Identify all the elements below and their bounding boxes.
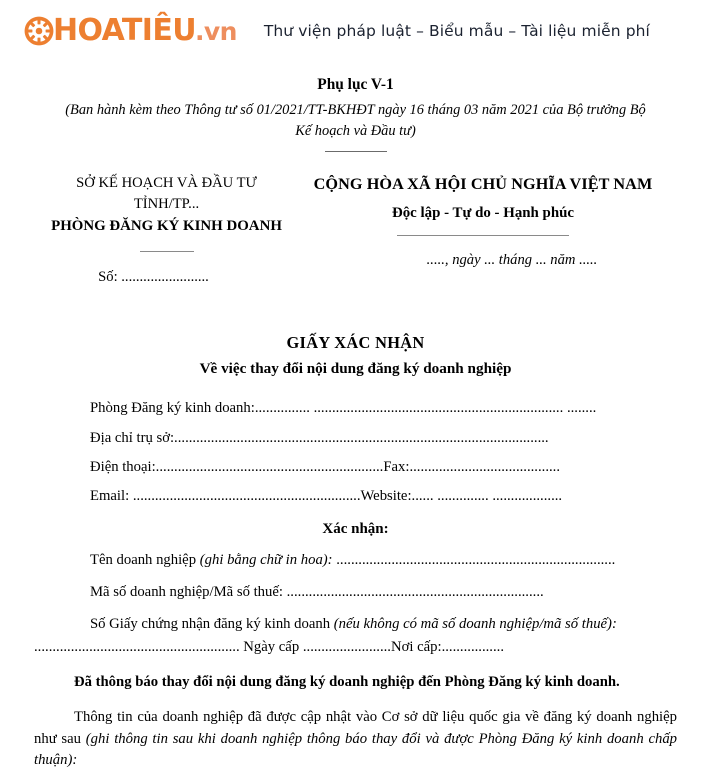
authority-divider — [140, 251, 194, 252]
business-registration-office: PHÒNG ĐĂNG KÝ KINH DOANH — [51, 217, 282, 234]
certificate-title: GIẤY XÁC NHẬN — [286, 333, 425, 353]
national-title: CỘNG HÒA XÃ HỘI CHỦ NGHĨA VIỆT NAM — [313, 174, 653, 193]
field-hint-certificate-number: (nếu không có mã số doanh nghiệp/mã số thuế): — [333, 616, 617, 633]
field-row — [90, 582, 671, 603]
issuing-authority-block — [34, 173, 289, 288]
motto-divider — [397, 235, 569, 236]
official-heading — [34, 173, 677, 288]
field-hint-uppercase: (ghi bằng chữ in hoa): — [199, 552, 333, 569]
field-dots-issue-place[interactable]: ................. — [441, 639, 504, 656]
field-row — [90, 457, 671, 478]
field-label-issue-place: Nơi cấp: — [390, 639, 442, 656]
updated-info-paragraph — [34, 707, 677, 771]
field-row — [90, 398, 671, 419]
field-row — [90, 486, 671, 507]
department-name: SỞ KẾ HOẠCH VÀ ĐẦU TƯ TỈNH/TP... — [76, 174, 257, 212]
field-label-website: Website: — [360, 488, 412, 505]
field-row — [90, 428, 671, 449]
site-tagline: Thư viện pháp luật – Biểu mẫu – Tài liệu miễn phí — [263, 22, 650, 40]
field-label-enterprise-code: Mã số doanh nghiệp/Mã số thuế: — [90, 584, 283, 601]
notified-paragraph: Đã thông báo thay đổi nội dung đăng ký doanh nghiệp đến Phòng Đăng ký kinh doanh. — [74, 673, 620, 690]
field-label-issue-date: Ngày cấp — [239, 639, 303, 656]
national-heading-block — [289, 173, 677, 271]
certificate-subtitle: Về việc thay đổi nội dung đăng ký doanh nghiệp — [199, 359, 512, 377]
field-label-email: Email: — [90, 488, 130, 505]
national-motto: Độc lập - Tự do - Hạnh phúc — [391, 204, 575, 221]
updated-info-text: Thông tin của doanh nghiệp đã được cập nhật vào Cơ sở dữ liệu quốc gia về đăng ký doanh nghiệp như sau — [34, 709, 677, 747]
certificate-number-row — [34, 614, 677, 635]
appendix-title: Phụ lục V-1 — [317, 76, 394, 93]
field-dots[interactable]: ........................................................ — [34, 639, 240, 656]
confirmation-fields — [34, 550, 677, 603]
office-fields — [34, 398, 677, 507]
field-label-fax: Fax: — [383, 458, 410, 475]
field-row — [90, 550, 671, 571]
paragraph-indent — [34, 709, 74, 725]
ship-wheel-icon — [24, 16, 54, 46]
field-label-address: Địa chỉ trụ sở: — [90, 429, 175, 446]
field-dots-website[interactable]: ...... .............. ................... — [411, 488, 563, 505]
field-label-company-name: Tên doanh nghiệp — [90, 552, 200, 569]
appendix-divider — [325, 151, 387, 152]
confirmation-heading: Xác nhận: — [322, 521, 389, 538]
date-line: ....., ngày ... tháng ... năm ..... — [426, 251, 598, 268]
document-number-line: Số: ........................ — [98, 268, 209, 285]
field-dots[interactable]: ............................................................................ — [332, 552, 616, 569]
appendix-subtitle: (Ban hành kèm theo Thông tư số 01/2021/TT-BKHĐT ngày 16 tháng 03 năm 2021 của Bộ trưởng Bộ Kế hoạch và Đầu tư) — [65, 101, 646, 139]
field-dots[interactable]: .............................................................. — [129, 488, 361, 505]
field-dots[interactable]: ............... .................................................................... ........ — [254, 400, 597, 417]
certificate-number-continuation — [34, 637, 677, 658]
field-dots[interactable]: .............................................................. — [155, 458, 384, 475]
field-dots[interactable]: ...................................................................................................... — [174, 429, 549, 446]
logo-tld: .vn — [194, 16, 237, 46]
site-header — [0, 0, 711, 62]
updated-info-hint: (ghi thông tin sau khi doanh nghiệp thông báo thay đổi và được Phòng Đăng ký kinh doanh chấp thuận): — [34, 730, 678, 768]
document-body — [0, 74, 711, 771]
field-dots[interactable]: ...................................................................... — [282, 584, 544, 601]
site-logo[interactable] — [24, 13, 237, 48]
field-dots-fax[interactable]: ......................................... — [409, 458, 560, 475]
field-label-phone: Điện thoại: — [90, 458, 156, 475]
field-label-registration-office: Phòng Đăng ký kinh doanh: — [90, 400, 255, 417]
field-label-certificate-number: Số Giấy chứng nhận đăng ký kinh doanh — [90, 616, 334, 633]
logo-wordmark: HOATIÊU — [53, 13, 196, 48]
field-dots-issue-date[interactable]: ........................ — [302, 639, 391, 656]
